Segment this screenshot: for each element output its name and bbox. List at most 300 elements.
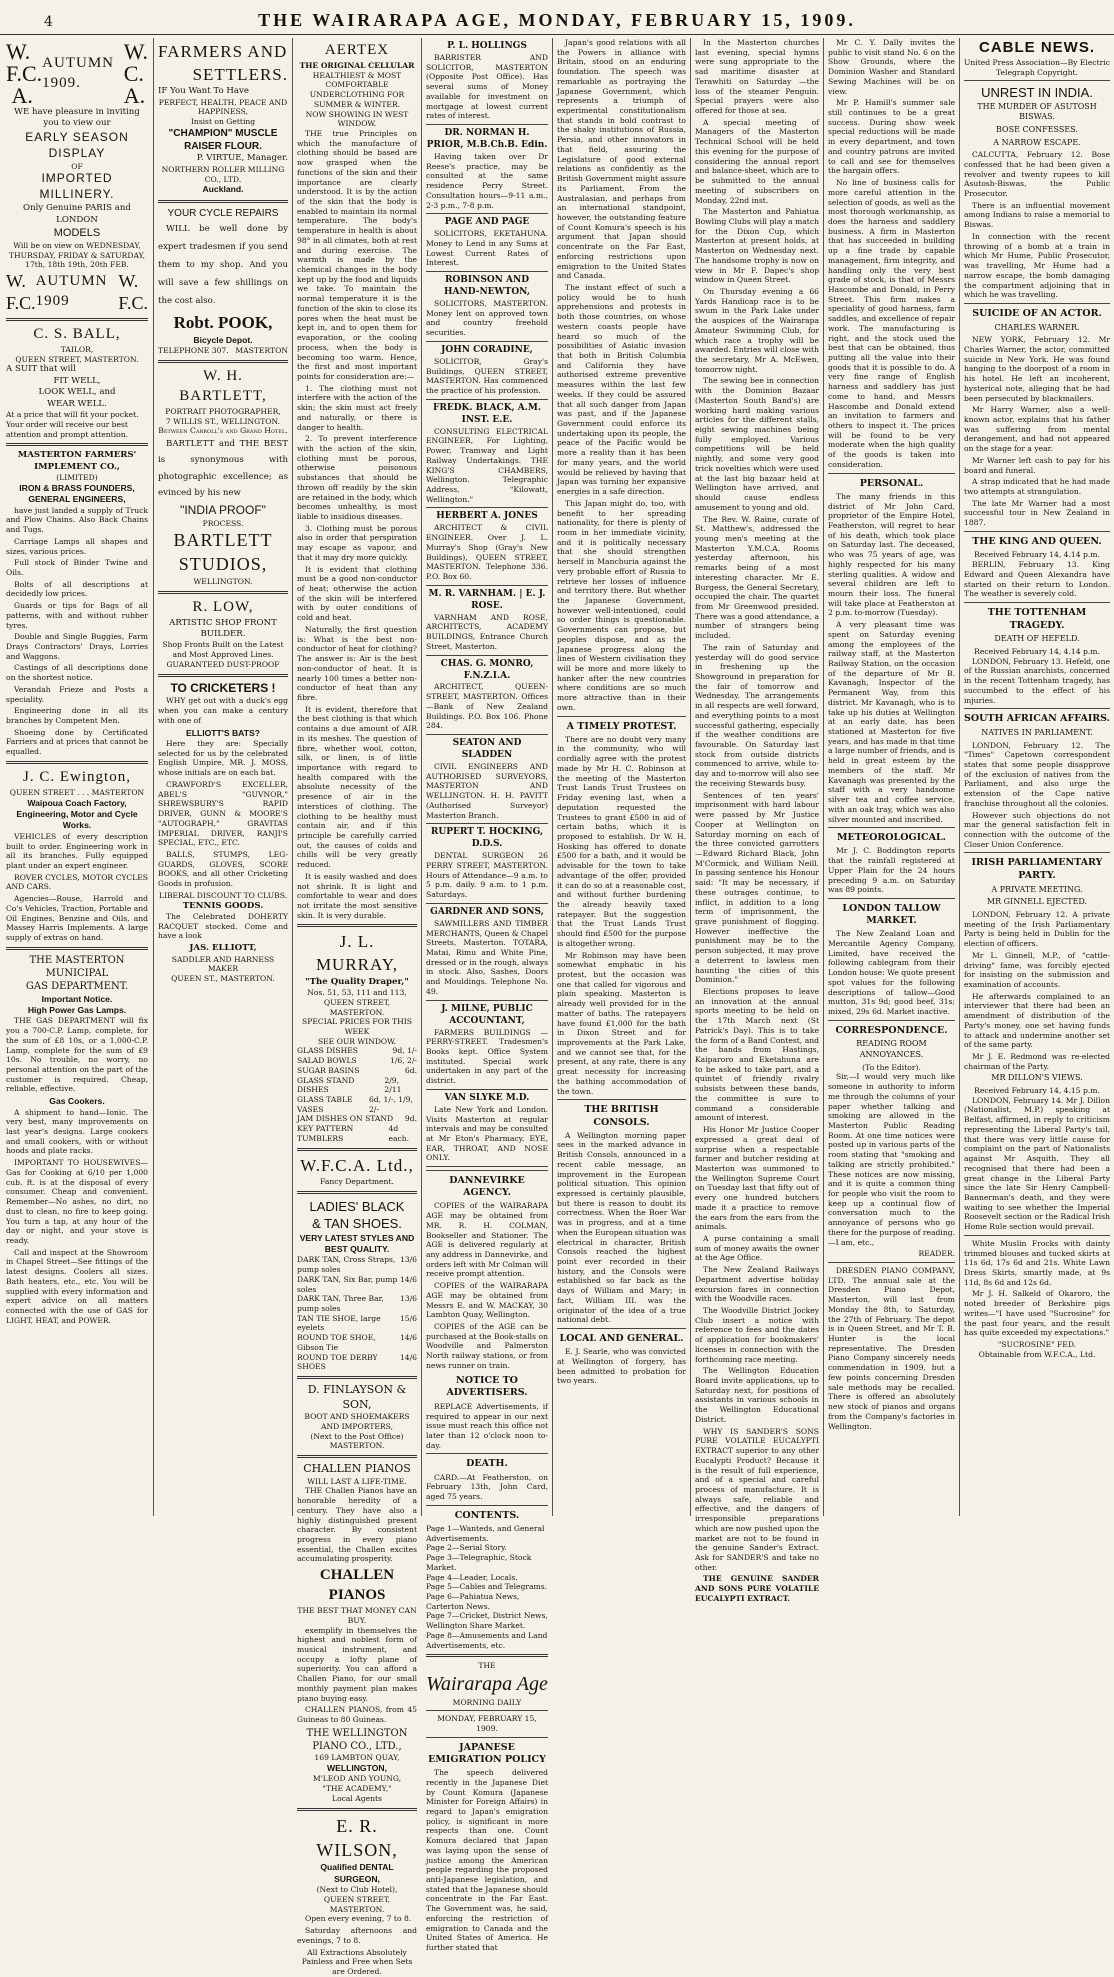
- nameplate: [426, 1661, 548, 1737]
- column-4: [426, 38, 549, 1952]
- gas-heading: Gas Cookers.: [49, 1096, 105, 1107]
- card-heading: JOHN CORADINE,: [441, 344, 533, 355]
- tallow-text: The New Zealand Loan and Mercantile Agency Company, Limited, have received the following cablegram from their London house: We quote present spot values for the following descriptions of tallow—Good mutton, 31s 9d; good beef, 31s; mixed, 29s 6d. Market inactive.: [828, 929, 955, 1017]
- local-text: E. J. Searle, who was convicted at Wellington of forgery, has been admitted to probation for two years.: [557, 1347, 686, 1386]
- death-text: CARD.—At Featherston, on February 13th, John Card, aged 75 years.: [426, 1472, 548, 1502]
- price-value: 13/6: [399, 1255, 417, 1265]
- gas-text: A shipment to hand—Ionic. The very best, many improvements on last year's designs. Large cookers and small cookers, with or without hoods and plate racks.: [6, 1107, 148, 1156]
- price-item: KEY PATTERN TUMBLERS: [297, 1124, 354, 1143]
- farmers-ltd: (LIMITED): [56, 473, 98, 483]
- king-heading: THE KING AND QUEEN.: [972, 535, 1102, 547]
- price-row: [297, 1275, 417, 1294]
- contents-item: Page 3—Telegraphic, Stock Market.: [426, 1553, 532, 1572]
- ball-line: WEAR WELL.: [47, 398, 107, 409]
- professional-card: [426, 827, 548, 900]
- local-text: The sewing bee in connection with the Dominion Bazaar (Masterton South Band's) are working hard making various articles for the different stalls, eight sewing machines being fully employed. Various competitions will be held nightly, and some very good trick novelties which were used at the last big bazaar held at Wellington have arrived, and should cause endless amusement to young and old.: [695, 376, 819, 512]
- meteorological-heading: METEOROLOGICAL.: [837, 832, 946, 844]
- tottenham-text: LONDON, February 13. Hefeld, one of the Russian anarchists, concerned in the recent Tottenham tragedy, has succumbed to the effect of his injuries.: [964, 656, 1110, 705]
- bartlett-trade: PORTRAIT PHOTOGRAPHER,: [165, 406, 281, 416]
- low-text: GUARANTEED DUST-PROOF: [166, 659, 280, 669]
- murray-advert: [297, 931, 417, 1143]
- autumn-advert: [6, 41, 148, 314]
- notice-heading: NOTICE TO ADVERTISERS.: [446, 1374, 528, 1399]
- ad-text: White Muslin Frocks with dainty trimmed blouses and tucked skirts at 11s 6d, 17s 6d and 21s. White Lawn Dress Skirts, smartly made, at 9s 11d, 8s 6d and 12s 6d.: [964, 1238, 1110, 1287]
- tallow-heading: LONDON TALLOW MARKET.: [842, 902, 941, 927]
- column-rule: [823, 38, 824, 1516]
- pook-tel: TELEPHONE 307.: [158, 346, 229, 356]
- finlayson-trade: AND IMPORTERS,: [321, 1421, 393, 1431]
- gas-text: THE GAS DEPARTMENT will fix you a 700-C.P. Lamp, complete, for the sum of £8 10s, or a 1,000-C.P. Lamp, complete for the sum of £9 10s. No trouble, no worry, no personal attention on the part of the customer is required. Cheap, reliable, effective.: [6, 1016, 148, 1094]
- india-heading: UNREST IN INDIA.: [981, 85, 1093, 101]
- personal-text: The many friends in this district of Mr John Card, proprietor of the Empire Hotel, Featherston, will regret to hear of his death, which took place on Saturday last. The deceased, who was 75 years of age, was highly respected for his many sterling qualities. A widow and several children are left to mourn their loss. The funeral will take place at Featherston at 2 p.m. to-morrow (Tuesday).: [828, 491, 955, 618]
- professional-card: [426, 659, 548, 732]
- meteorological-text: Mr J. C. Boddington reports that the rainfall registered at Upper Plain for the 24 hours preceding 9 a.m. on Saturday was 89 points.: [828, 846, 955, 895]
- price-value: 6d.: [404, 1065, 417, 1075]
- dillon-received: Received February 14, 4.15 p.m.: [974, 1086, 1100, 1096]
- emigration-heading: JAPANESE EMIGRATION POLICY: [428, 1741, 546, 1765]
- professional-card: [426, 738, 548, 820]
- fs-product: "CHAMPION" MUSCLE RAISER FLOUR.: [168, 127, 278, 153]
- local-text: WHY IS SANDER'S SONS PURE VOLATILE EUCALYPTI EXTRACT superior to any other Eucalypti Product? Because it is the result of full experience, and of a special and careful process of manufacture. It is always safe, reliable and effective, and the dangers of irresponsible preparations which are now pushed upon the market are not to be found in the genuine Sander's Extract. Ask for SANDER'S and take no other.: [695, 1426, 819, 1572]
- contents-item: Page 2—Serial Story.: [426, 1543, 507, 1553]
- consols-text: A Wellington morning paper sees in the marked advance in British Consols, announced in a recent cable message, an improvement in the European political situation. This opinion expressed is certainly plausible, but there is reason to doubt its correctness. When the Boer War was in progress, and at a time when the European situation was electrical in character, British Consols reached the highest point ever recorded in their history, and the Consols were established so far back as the days of William and Mary; in fact, William III. was the originator of the idea of a true national debt.: [557, 1130, 686, 1325]
- fs-title: FARMERS AND: [158, 42, 288, 61]
- protest-heading: A TIMELY PROTEST.: [566, 720, 677, 732]
- wfca-advert: [297, 1155, 417, 1187]
- wfca-logo: W. C. A.: [123, 39, 148, 108]
- contents-heading: CONTENTS.: [454, 1509, 520, 1521]
- bartlett-town: WELLINGTON.: [193, 576, 253, 586]
- farmers-settlers-advert: [158, 41, 288, 196]
- editorial-text: Japan's good relations with all the Powers in alliance with Britain, stood on an enduring foundation. The speech was remarkable as portraying the Japanese Government, which represents a triumph of experimental constitutionalism that stands in bold contrast to the shaky institutions of Russia, Persia, and other innovators in that field, assuring the Legislature of good external relations as confidently as the British Government might assure its Parliament. From the Australasian, and perhaps from an international standpoint, however, the outstanding feature of Count Komura's speech is his argument that Japan should concentrate on the Far East, enforcing restrictions upon emigration to the United States and Canada.: [557, 38, 686, 281]
- editorial-text: The instant effect of such a policy would be to hush apprehensions and protests in both those countries, on whose western coasts people have heard so much of the possibilities of Asiatic invasion that both in British Columbia and California they have authorised extreme preventive measures within the last few weeks. If they could be assured that all such danger from Japan was past, and if the Japanese Government could enforce its undertaking upon its people, the peace of the Pacific would be more a reality than it has been for many years, and the world would be relieved by having that Japan was turning her expansive energies in a safe direction.: [557, 282, 686, 497]
- wilson-text: Saturday afternoons and evenings, 7 to 8.: [297, 1926, 417, 1945]
- ball-trade: TAILOR,: [60, 344, 94, 354]
- protest-text: Mr Robinson may have been somewhat emphatic in his protest, but the occasion was one that called for vigorous and plain speaking. Masterton is already well provided for in the matter of baths. The ratepayers have found £1,000 for the bath in Dixon Street and for improvements at the Park Lake, and we cannot see that, for the present, at any rate, there is any great necessity for increasing the bathing accommodation of the town.: [557, 950, 686, 1096]
- bartlett-process: PROCESS.: [202, 519, 244, 529]
- ewington-text: ROVER CYCLES, MOTOR CYCLES AND CARS.: [6, 872, 148, 892]
- professional-card: [426, 1093, 548, 1163]
- irish-heading: IRISH PARLIAMENTARY PARTY.: [971, 857, 1103, 882]
- notice-text: REPLACE Advertisements, if required to appear in our next issue must reach this office not later than 12 o'clock noon to-day.: [426, 1401, 548, 1450]
- challen-sub: THE BEST THAT MONEY CAN BUY.: [297, 1606, 417, 1625]
- suicide-text: NEW YORK, February 12. Mr Charles Warner, the actor, committed suicide in New York. He was found hanging to the doorpost of a room in his hotel. He left an incoherent, hysterical note, alleging that he had been persecuted by blackmailers.: [964, 335, 1110, 403]
- fs-mill: NORTHERN ROLLER MILLING CO., LTD.: [161, 164, 285, 184]
- farmers-heading: GENERAL ENGINEERS,: [28, 494, 126, 505]
- local-text: The Masterton and Pahiatua Bowling Clubs will play a match for the Dixon Cup, which Masterton at present holds, at Masterton on Wednesday next. The handsome trophy is now on view in Mr F. Dapec's shop window in Queen Street.: [695, 207, 819, 285]
- card-heading: VAN SLYKE M.D.: [444, 1092, 530, 1103]
- autumn-title-2: AUTUMN 1909: [35, 273, 108, 309]
- fs-title: SETTLERS.: [192, 64, 288, 84]
- ball-line: LOOK WELL, and: [38, 387, 116, 398]
- india-text: CALCUTTA, February 12. Bose confessed that he had been given a revolver and twenty rupees to kill Asutosh-Biswas, the Public Prosecutor.: [964, 150, 1110, 199]
- card-divider: [426, 655, 548, 656]
- wilson-address: (Next to Club Hotel),: [316, 1885, 398, 1895]
- nameplate-date: MONDAY, FEBRUARY 15, 1909.: [437, 1714, 537, 1734]
- imported-millinery: IMPORTED MILLINERY.: [39, 171, 115, 202]
- local-text: Mr C. Y. Dally invites the public to visit stand No. 6 on the Show Grounds, where the Dominion Washer and Standard Sewing Machines will be on view.: [828, 38, 955, 96]
- autumn-header: [6, 41, 148, 107]
- cycle-title: YOUR CYCLE REPAIRS: [167, 207, 279, 219]
- price-item: ROUND TOE SHOE, Gibson Tie: [297, 1333, 376, 1352]
- price-value: 14/6: [399, 1352, 417, 1362]
- price-value: 13/6: [399, 1294, 417, 1304]
- murray-name: J. L. MURRAY,: [315, 932, 399, 975]
- column-rule: [690, 38, 691, 1516]
- fs-text: IF You Want To Have: [158, 86, 249, 97]
- low-advert: [158, 598, 288, 670]
- farmers-heading: IRON & BRASS FOUNDERS,: [19, 482, 135, 493]
- sucrosine: "SUCROSINE" FED.: [997, 1340, 1077, 1349]
- price-value: 6d, 1/-, 1/9, 2/-: [368, 1095, 413, 1114]
- ewington-heading: Waipoua Coach Factory, Engineering, Motor and Cycle Works.: [16, 797, 138, 831]
- professional-card: [426, 41, 548, 121]
- card-divider: [426, 1166, 548, 1167]
- ball-advert: [6, 325, 148, 439]
- dannevirke-text: COPIES of the AGE can be purchased at the Book-stalls on Woodville and Palmerston North railway stations, or from news runner on train.: [426, 1322, 548, 1370]
- cable-news-heading: CABLE NEWS.: [979, 39, 1095, 56]
- card-heading: PAGE AND PAGE: [444, 217, 530, 228]
- cycle-advert: [158, 207, 288, 356]
- price-row: [297, 1255, 417, 1274]
- column-7: [828, 38, 955, 1516]
- card-text: CIVIL ENGINEERS AND AUTHORISED SURVEYORS, MASTERTON AND WELLINGTON. H. H. PAVITT (Authorised Surveyor) Masterton Branch.: [426, 762, 548, 820]
- personal-text: A very pleasant time was spent on Saturday evening among the employees of the railway staff, at the Masterton Railway Station, on the occasion of the departure of Mr B. Kavanagh, Inspector of the Permanent Way, from this district. Mr Kavanagh, who is to take up his duties at Wellington at an early date, has been stationed at Masterton for five years, and has made in that time a large number of friends, and is held in great esteem by the members of the staff. Mr Kavanagh was presented by the staff with a very handsome silver tea and coffee service, with an oak tray, which was also silver mounted and inscribed.: [828, 620, 955, 824]
- column-rule: [959, 38, 960, 1516]
- cricket-text: The Celebrated DOHERTY RACQUET stocked. Come and have a look: [158, 911, 288, 941]
- farmers-text: Shoeing done by Certificated Farriers and at prices that cannot be equalled.: [6, 727, 148, 757]
- card-heading: GARDNER AND SONS,: [430, 906, 544, 917]
- page-number: 4: [44, 14, 53, 30]
- murray-heading: SPECIAL PRICES FOR THIS WEEK: [302, 1017, 412, 1036]
- bartlett-text: BARTLETT and THE BEST is synonymous with photographic excellence; as evinced by his new: [158, 438, 288, 498]
- aertex-text: It is evident, therefore that the best clothing is that which contains a due amount of AIR in its meshes. The question of fibre, whether wool, cotton, silk, or linen, is of little importance with regard to health compared with the absolute necessity of the presence of air in the interstices of clothing. The clothing to be healthy must contain air, and if this principle be carefully carried out, the causes of colds and chills will be very greatly reduced.: [297, 704, 417, 870]
- card-text: VARNHAM AND ROSE, ARCHITECTS, ACADEMY BUILDINGS, Entrance Church Street, Masterton.: [426, 612, 548, 651]
- gas-title: MUNICIPAL: [45, 968, 109, 979]
- wfca-dept: Fancy Department.: [320, 1177, 394, 1187]
- aertex-list: 1. The clothing must not interfere with the action of the skin; the skin must act freely and naturally, or there is danger to health.: [297, 383, 417, 432]
- india-text: There is an influential movement among Indians to raise a memorial to Biswas.: [964, 200, 1110, 230]
- india-sub: THE MURDER OF ASUTOSH BISWAS.: [977, 101, 1097, 122]
- gas-heading: High Power Gas Lamps.: [27, 1005, 127, 1016]
- press-credit: United Press Association—By Electric Telegraph Copyright.: [964, 57, 1110, 77]
- farmers-text: Bolts of all descriptions at decidedly low prices.: [6, 579, 148, 599]
- aertex-sub: THE ORIGINAL CELLULAR: [299, 60, 415, 70]
- professional-cards: [426, 41, 548, 1167]
- cricket-text: CRAWFORD'S EXCELLER, ABEL'S "GUVNOR," SHREWSBURY'S RAPID DRIVER, GUNN & MOORE'S "AUTOGRAPH," GRAVITAS IMPERIAL DRIVER, RANJI'S SPECIAL, ETC., ETC.: [158, 779, 288, 848]
- wfca-name: W.F.C.A. Ltd.,: [300, 1155, 414, 1175]
- professional-card: [426, 907, 548, 997]
- fs-sig: P. VIRTUE, Manager.: [196, 153, 288, 164]
- shoes-title: & TAN SHOES.: [312, 1216, 402, 1232]
- price-value: 2/9, 2/11: [384, 1075, 402, 1095]
- masthead-title: THE WAIRARAPA AGE, MONDAY, FEBRUARY 15, 1909.: [258, 10, 856, 30]
- professional-card: [426, 511, 548, 581]
- column-rule: [552, 38, 553, 1516]
- low-name: R. LOW,: [192, 598, 254, 615]
- murray-address: Nos. 51, 53, 111 and 113,: [307, 988, 407, 998]
- shoes-title: LADIES' BLACK: [309, 1198, 405, 1214]
- aertex-sub: HEALTHIEST & MOST COMFORTABLE UNDERCLOTHING FOR SUMMER & WINTER.: [309, 70, 405, 109]
- suicide-text: Mr Warner left cash to pay for his board and funeral.: [964, 455, 1110, 475]
- aertex-text: Naturally, the first question is: What is the best non-conductor of heat for clothing? The answer is: Air is the best non-conductor of heat. It is nearly 100 times a better non-conductor of heat than any fibre.: [297, 624, 417, 702]
- local-text: In the Masterton churches last evening, special hymns were sung appropriate to the sad maritime disaster at Terawhiti on Saturday —the loss of the steamer Penguin. Special prayers were also offered for those at sea.: [695, 38, 819, 116]
- ewington-text: Agencies—Rouse, Harrold and Co's Vehicles, Traction, Portable and Oil Engines, Benzine and Oils, and Massey Harris Implements. A large supply of extras on hand.: [6, 894, 148, 942]
- to-editor: (To the Editor).: [862, 1062, 921, 1072]
- pook-footer: [158, 346, 288, 356]
- price-item: ROUND TOE DERBY SHOES: [297, 1352, 378, 1372]
- challen-text: exemplify in themselves the highest and noblest form of musical instrument, and occupy a lofty plane of superiority. You can afford a Challen Piano, for our small monthly payment plan makes piano buying easy.: [297, 1625, 417, 1703]
- farmers-text: Full stock of Binder Twine and Oils.: [6, 558, 148, 577]
- cricket-text: WHY get out with a duck's egg when you can make a century with one of: [158, 696, 288, 725]
- farmers-text: Engineering done in all its branches by Competent Men.: [6, 706, 148, 725]
- card-heading: DR. NORMAN H. PRIOR, M.B.Ch.B. Edin.: [426, 128, 548, 150]
- challen-text: THE Challen Pianos have an honorable heredity of a century. They have also a highly distinguished present character. By consistent progress in every piano essential, the Challen excites accumulating prosperity.: [297, 1486, 417, 1564]
- contents-item: Page 5—Cables and Telegrams.: [426, 1582, 548, 1592]
- local-text: His Honor Mr Justice Cooper expressed a great deal of surprise when a respectable farmer and butcher residing at Masterton was summoned to the Wellington Supreme Court on Tuesday last that fifty out of every one hundred butchers made it a practice to remove the ears from the ears from the animals.: [695, 1125, 819, 1232]
- card-heading: CHAS. G. MONRO, F.N.Z.I.A.: [440, 658, 534, 681]
- local-text: Elections proposes to leave an innovation at the annual sports meeting to be held on the 17th March next (St Patrick's Day). This is to take the form of a Band Contest, and the bands from Hastings, Kaiparoro and Eketahuna are to be asked to take part, and a quintet of friendly rivalry subsists between these bands, the committee is sure to command a considerable amount of interest.: [695, 987, 819, 1123]
- price-value: 15/6: [399, 1313, 417, 1323]
- irish-sub: MR GINNELL EJECTED.: [986, 897, 1088, 907]
- price-row: [297, 1095, 417, 1114]
- reading-room-heading: READING ROOM ANNOYANCES.: [856, 1039, 927, 1059]
- sa-sub: NATIVES IN PARLIAMENT.: [981, 727, 1093, 737]
- price-item: DARK TAN, Three Bar, pump soles: [297, 1294, 384, 1313]
- farmers-implement-advert: [6, 450, 148, 757]
- dannevirke-heading: DANNEVIRKE AGENCY.: [449, 1175, 525, 1199]
- price-item: DARK TAN, Cross Straps, pump soles: [297, 1255, 396, 1275]
- card-heading: ROBINSON AND HAND-NEWTON,: [444, 275, 530, 298]
- death-heading: DEATH.: [466, 1458, 508, 1470]
- price-value: 9d.: [404, 1114, 417, 1124]
- dillon-heading: MR DILLON'S VIEWS.: [991, 1073, 1083, 1083]
- local-text: Mr P. Hamill's summer sale still continues to be a great success. During show week special reductions will be made in every department, and town and country patrons are invited to call and see for themselves the bargain offers.: [828, 98, 955, 176]
- professional-card: [426, 589, 548, 652]
- farmers-text: Verandah Frieze and Posts a speciality.: [6, 684, 148, 704]
- elliott-sig: JAS. ELLIOTT,: [189, 943, 257, 954]
- aertex-text: It is easily washed and does not shrink. It is light and comfortable to wear and does not irritate the most sensitive skin. It is very durable.: [297, 871, 417, 920]
- dresden-text: DRESDEN PIANO COMPANY, LTD. The annual sale at the Dresden Piano Depot, Masterton, will last from Monday the 8th, to Saturday, the 27th of February. The depot is in Queen Street, and Mr T. B. Hunter is the local representative. The Dresden Piano Company sincerely needs commendation in 1909, but a few points concerning Dresden sale methods may be recalled. There is offered an absolutely new stock of pianos and organs from the Company's factories in Wellington.: [828, 1266, 955, 1431]
- card-heading: J. MILNE, PUBLIC ACCOUNTANT,: [441, 1003, 533, 1026]
- contents-item: Page 6—Pahiatua News, Carterton News.: [426, 1591, 520, 1611]
- tottenham-heading: THE TOTTENHAM TRAGEDY.: [987, 607, 1087, 631]
- irish-sub: A PRIVATE MEETING.: [991, 884, 1083, 894]
- card-divider: [426, 734, 548, 735]
- card-text: Late New York and London. Visits Masterton at regular intervals and may be consulted at Mr Eton's Pharmacy. EYE, EAR, THROAT, AND NOSE ONLY.: [426, 1104, 548, 1163]
- dillon-text: LONDON, February 14. Mr J. Dillon (Nationalist, M.P.) speaking at Belfast, affirmed, in reply to criticism representing the Liberal Party's tail, that there was very little cause for complaint on the part of Nationalists against Mr Asquith. They all recognised that there had been a great change in the Liberal Party since the late Sir Henry Campbell-Bannerman's death, and they were waiting to see whether the Imperial Roosevelt section or the Radical Irish Home Rule section would prevail.: [964, 1095, 1110, 1232]
- gas-advert: [6, 954, 148, 1326]
- ad-text: Mr J. H. Salkeld of Okaroro, the noted breeder of Berkshire pigs writes—"I have used "Sucrosine" for the past four years, and the result has quite exceeded my expectations.": [964, 1289, 1110, 1338]
- piano-agent: M'LEOD AND YOUNG,: [312, 1774, 402, 1784]
- aertex-advert: [297, 41, 417, 920]
- gas-text: Call and inspect at the Showroom in Chapel Street—See fittings of the latest designs. Coolers all sizes. Bath heaters, etc., etc. You will be supplied with every information and expert advice on all matters connected with the use of GAS for LIGHT, HEAT, and POWER.: [6, 1247, 148, 1325]
- cricket-text: LIBERAL DISCOUNT TO CLUBS.: [158, 890, 288, 900]
- card-text: SOLICITOR, Gray's Buildings, QUEEN STREET, MASTERTON. Has commenced the practice of his profession.: [426, 356, 548, 396]
- contents-item: Page 4—Leader, Locals.: [426, 1572, 518, 1582]
- aertex-sub: NOW SHOWING IN WEST WINDOW.: [305, 109, 409, 129]
- card-heading: M. R. VARNHAM. | E. J. ROSE.: [428, 588, 546, 611]
- card-text: FARMERS BUILDINGS — PERRY-STREET. Tradesmen's Books kept. Office System instituted. Special work undertaken in any part of the district.: [426, 1027, 548, 1086]
- murray-price-list: [297, 1046, 417, 1143]
- aertex-text: THE true Principles on which the manufacture of clothing should be based are now grasped when the functions of the skin and their importance are clearly understood. It is by the action of the skin that the body is enabled to maintain its normal temperature. The body's temperature in health is about 98° in all climates, both at rest and during exercise. The warmth is made by the chemical changes in the body kept up by the food and liquids we take. To maintain the normal temperature it is the function of the skin to close its pores when the heat must be kept in, and to open them for evaporation, or the cooling process, when the body is becoming too warm. Hence, the first and most important points for consideration are:—: [297, 128, 417, 381]
- sa-heading: SOUTH AFRICAN AFFAIRS.: [964, 713, 1110, 725]
- sa-text: LONDON, February 12. The "Times" Capetown correspondent states that some people disapprove of the exclusion of natives from the Parliament, and also urge the extension of the Cape native franchise throughout all the colonies.: [964, 740, 1110, 808]
- wilson-trade: Qualified DENTAL SURGEON,: [320, 1862, 394, 1884]
- murray-tag: "The Quality Draper,": [305, 976, 409, 987]
- nameplate-name: Wairarapa Age: [426, 1673, 548, 1695]
- aertex-list: 2. To prevent interference with the action of the skin, clothing must be porous, otherwise poisonous substances that should be thrown off readily by the skin are retained in the body, which becomes unhealthy, is most liable to insidious diseases.: [297, 434, 417, 521]
- card-text: BARRISTER AND SOLICITOR, MASTERTON (Opposite Post Office). Has several sums of Money available for investment on mortgage at lowest current rates of interest.: [426, 52, 548, 121]
- farmers-text: Guards or tips for Bags of all patterns, with and without rubber tyres.: [6, 601, 148, 630]
- card-divider: [426, 1000, 548, 1001]
- tennis-heading: TENNIS GOODS.: [182, 900, 264, 911]
- card-divider: [426, 823, 548, 824]
- card-heading: P. L. HOLLINGS: [447, 41, 527, 51]
- suicide-sub: CHARLES WARNER.: [994, 322, 1080, 332]
- low-text: Shop Fronts Built on the Latest and Most Approved Lines.: [162, 640, 284, 660]
- card-divider: [426, 271, 548, 272]
- price-row: [297, 1124, 417, 1143]
- challen-text: CHALLEN PIANOS, from 45 Guineas to 80 Guineas.: [297, 1705, 417, 1724]
- ball-line: At a price that will fit your pocket.: [6, 410, 139, 420]
- column-8: [964, 38, 1110, 1516]
- shoes-sub: VERY LATEST STYLES AND BEST QUALITY.: [299, 1232, 415, 1254]
- irish-text: Mr L. Ginnell, M.P., of "cattle-driving" fame, was forcibly ejected for insisting on the submission and examination of accounts.: [964, 950, 1110, 989]
- elliott-sig: SADDLER AND HARNESS MAKER: [171, 954, 275, 974]
- price-row: [297, 1114, 417, 1124]
- farmers-text: Castings of all descriptions done on the shortest notice.: [6, 663, 148, 683]
- india-text: In connection with the recent throwing of a bomb at a train in which Mr Hume, Public Prosecutor, was travelling, Mr Hume had a narrow escape, the bomb damaging the compartment adjoining that in which he was travelling.: [964, 231, 1110, 300]
- local-text: The Wellington Education Board invite applications, up to Saturday next, for positions of assistants in various schools in the Wellington Educational District.: [695, 1366, 819, 1424]
- dannevirke-text: COPIES of the WAIRARAPA AGE may be obtained from MR. R. H. COLMAN, Bookseller and Stationer. The AGE is delivered regularly at any address in Dannevirke, and orders left with Mr Colman will receive prompt attention.: [426, 1201, 548, 1279]
- professional-card: [426, 217, 548, 268]
- suicide-heading: SUICIDE OF AN ACTOR.: [972, 307, 1102, 319]
- column-3: [297, 38, 417, 1977]
- ad-text: Obtainable from W.F.C.A., Ltd.: [978, 1349, 1096, 1359]
- ball-line: A SUIT that will: [6, 364, 76, 375]
- display-dates: Will be on view on WEDNESDAY, THURSDAY, FRIDAY & SATURDAY, 17th, 18th 19th, 20th FEB.: [8, 240, 146, 270]
- column-rule: [421, 38, 422, 1516]
- early-season-display: EARLY SEASON DISPLAY: [25, 129, 129, 160]
- professional-card: [426, 403, 548, 505]
- professional-card: [426, 1004, 548, 1086]
- price-value: 14/6: [399, 1333, 417, 1343]
- wilson-address-2: QUEEN STREET, MASTERTON.: [323, 1895, 391, 1914]
- aertex-text: It is evident that clothing must be a good non-conductor of heat; otherwise the action of the skin will be interfered with by outer conditions of cold and heat.: [297, 564, 417, 623]
- card-divider: [426, 124, 548, 125]
- card-heading: FREDK. BLACK, A.M. INST. E.E.: [432, 402, 541, 425]
- autumn-title: AUTUMN 1909.: [42, 55, 114, 91]
- ewington-text: VEHICLES of every description built to order. Engineering work in all its branches. Fully equipped plant under an expert engineer.: [6, 831, 148, 870]
- local-text: On Thursday evening a 66 Yards Handicap race is to be swum in the Park Lake under the auspices of the Wairarapa Amateur Swimming Club, for which race a trophy will be awarded. Entries will close with the secretary, Mr A. McEwen, tomorrow night.: [695, 286, 819, 374]
- correspondence-heading: CORRESPONDENCE.: [835, 1024, 948, 1036]
- price-item: GLASS DISHES: [297, 1046, 358, 1056]
- wfca-logo: W. F.C. A.: [6, 39, 43, 108]
- india-sub: BOSE CONFESSES.: [996, 124, 1078, 134]
- irish-text: LONDON, February 12. A private meeting of the Irish Parliamentary Party is being held in Dublin for the election of officers.: [964, 909, 1110, 949]
- card-text: Having taken over Dr Reese's practice, may be consulted at the same residence Perry Street. Consultation hours—9-11 a.m., 2-3 p.m., 7-8 p.m.: [426, 151, 548, 210]
- india-sub: A NARROW ESCAPE.: [993, 137, 1081, 147]
- models: MODELS: [53, 227, 101, 240]
- price-row: [297, 1056, 417, 1066]
- personal-heading: PERSONAL.: [859, 477, 924, 489]
- murray-address-2: QUEEN STREET, MASTERTON.: [323, 997, 391, 1017]
- fs-text: PERFECT, HEALTH, PEACE AND HAPPINESS,: [158, 97, 288, 117]
- pook-trade: Bicycle Depot.: [193, 334, 253, 345]
- card-text: SOLICITORS, EKETAHUNA. Money to Lend in any Sums at Lowest Current Rates of Interest.: [426, 229, 548, 268]
- pook-town: MASTERTON: [235, 346, 288, 356]
- contents-item: Page 1—Wanteds, and General Advertisements.: [426, 1523, 545, 1543]
- of-word: OF: [71, 161, 83, 171]
- local-text: A special meeting of Managers of the Masterton Technical School will be held this evening for the purpose of considering the annual report and balance-sheet, which are to be submitted to the annual meeting of subscribers on Monday, 22nd inst.: [695, 117, 819, 205]
- gas-heading: Important Notice.: [41, 993, 113, 1004]
- letter-sig: READER.: [918, 1249, 955, 1259]
- piano-agent: "THE ACADEMY,": [322, 1784, 392, 1794]
- local-text: The Woodville District Jockey Club insert a notice with reference to fees and the dates of application for bookmakers' licenses in connection with the forthcoming race meeting.: [695, 1306, 819, 1364]
- price-row: [297, 1353, 417, 1372]
- piano-co-town: WELLINGTON,: [327, 1763, 387, 1773]
- price-row: [297, 1333, 417, 1352]
- card-heading: HERBERT A. JONES: [436, 511, 538, 522]
- farmers-text: Double and Single Buggies, Farm Drays Contractors' Drays, Lorries and Waggons.: [6, 632, 148, 661]
- emigration-text: The speech delivered recently in the Japanese Diet by Count Komura (Japanese Minister for Foreign Affairs) in regard to Japan's emigration policy, is significant in more respects than one. Count Komura declared that Japan was laying upon the sense of justice among the American people regarding the proposed anti-Japanese legislation, and stated that the Japanese should concentrate in the Far East. The Government was, he said, enforcing the restriction of emigration to Canada and the United States of America. He further stated that: [426, 1768, 548, 1952]
- price-item: DARK TAN, Six Bar, pump soles: [297, 1274, 398, 1294]
- finlayson-advert: [297, 1383, 417, 1451]
- autumn-footer: [6, 270, 148, 314]
- finlayson-town: MASTERTON.: [329, 1441, 385, 1451]
- challen-title-2: CHALLEN PIANOS: [319, 1567, 395, 1604]
- price-item: SUGAR BASINS: [297, 1065, 360, 1075]
- suicide-text: A strap indicated that he had made two attempts at strangulation.: [964, 477, 1110, 496]
- elliott-bats: ELLIOTT'S BATS?: [186, 727, 260, 738]
- king-received: Received February 14, 4.14 p.m.: [974, 550, 1100, 560]
- price-item: JAM DISHES ON STAND: [297, 1114, 394, 1124]
- column-5: [557, 38, 686, 1516]
- farmers-name-2: IMPLEMENT CO.,: [34, 461, 120, 472]
- local-text: THE GENUINE SANDER AND SONS PURE VOLATILE EUCALYPTI EXTRACT.: [695, 1574, 819, 1603]
- tottenham-sub: DEATH OF HEFELD.: [994, 634, 1080, 644]
- card-text: SOLICITORS, MASTERTON. Money lent on approved town and country freehold securities.: [426, 299, 548, 338]
- cycle-text: WILL be well done by expert tradesmen if you send them to my shop. And you will save a few shillings on the cost also.: [158, 223, 288, 307]
- shoes-price-list: [297, 1255, 417, 1372]
- fs-town: Auckland.: [202, 184, 244, 195]
- low-trade: ARTISTIC SHOP FRONT BUILDER.: [169, 617, 277, 639]
- wilson-name: E. R. WILSON,: [316, 1815, 398, 1860]
- price-item: GLASS TABLE VASES: [297, 1095, 353, 1114]
- gas-text: IMPORTANT TO HOUSEWIVES—Gas for Cooking at 6/10 per 1,000 cub. ft. is at the disposal of every consumer. Cheap and convenient. Remember—No ashes, no dirt, no dust to clean, no fire to keep going. You turn a tap, at any hour of the day or night, and your stove is ready.: [6, 1158, 148, 1245]
- paris-london: Only Genuine PARIS and LONDON: [23, 203, 131, 225]
- dannevirke-text: COPIES of the WAIRARAPA AGE may be obtained from Messrs E. and W. MACKAY, 30 Lambton Quay, Wellington.: [426, 1281, 548, 1320]
- finlayson-address: (Next to the Post Office): [310, 1431, 404, 1441]
- finlayson-name: D. FINLAYSON & SON,: [307, 1382, 407, 1411]
- suicide-text: Mr Harry Warner, also a well-known actor, explains that his father was suffering from mental derangement, and had not appeared on the stage for a year.: [964, 405, 1110, 454]
- card-text: SAWMILLERS AND TIMBER MERCHANTS, Queen & Chapel Streets, Masterton. TOTARA, Matai, Rimu and White Pine, dressed or in the rough, always in stock. Also, Sashes, Doors and Mouldings. Telephone No. 49.: [426, 918, 549, 996]
- column-rule: [153, 38, 154, 1516]
- challen-title: CHALLEN PIANOS: [303, 1462, 411, 1476]
- card-heading: SEATON AND SLADDEN: [452, 738, 522, 761]
- bartlett-studios: BARTLETT STUDIOS,: [173, 529, 273, 574]
- local-text: No line of business calls for more careful attention in the selection of goods, as well as the most thorough workmanship, as does the harness and saddlery business. A firm in Masterton that has succeeded in building up a fine trade by capable management, firm integrity, and handling only the very best grade of stock, is that of Messrs Hascombe and Donald, in Perry Street. This firm makes a speciality of good harness, farm saddles, and excellence of repair work. The manufacturing is right, and the stock used the best that can be obtained, thus putting all the value into their goods that it is possible to do. A very fine range of English harness and saddlery has just come to hand, and Messrs Hascombe and Donald extend an invitation to farmers and others to inspect it. The prices will be found to be very moderate when the high quality of the goods is taken into consideration.: [828, 178, 955, 469]
- card-text: DENTAL SURGEON 26 PERRY STREET, MASTERTON. Hours of Attendance—9 a.m. to 5 p.m. daily. 9 a.m. to 1 p.m. Saturdays.: [426, 851, 548, 900]
- sa-text: However such objections do not mar the general satisfaction felt in connection with the outcome of the Closer Union Conference.: [964, 810, 1110, 849]
- local-text: Sentences of ten years' imprisonment with hard labour were passed by Mr Justice Cooper at Wellington on Saturday morning on each of the three convicted garrotters—Edward Richard Black, John M'Cormick, and William Neill. In passing sentence his Honour said: "It may be necessary, if these outrages continue, to inflict, in addition to a long term of imprisonment, the grave punishment of flogging. However ineffective the punishment may be to the person subjected, it may prove a deterrent to lawless men haunting the cities of this Dominion.": [695, 790, 819, 985]
- shoes-advert: [297, 1198, 417, 1372]
- local-heading: LOCAL AND GENERAL.: [559, 1333, 684, 1345]
- ewington-name: J. C. Ewington,: [23, 768, 131, 785]
- contents-item: Page 7—Cricket, District News, Wellington Share Market.: [426, 1611, 548, 1631]
- farmers-text: have just landed a supply of Truck and Plow Chains. Also Back Chains and Tugs.: [6, 505, 148, 535]
